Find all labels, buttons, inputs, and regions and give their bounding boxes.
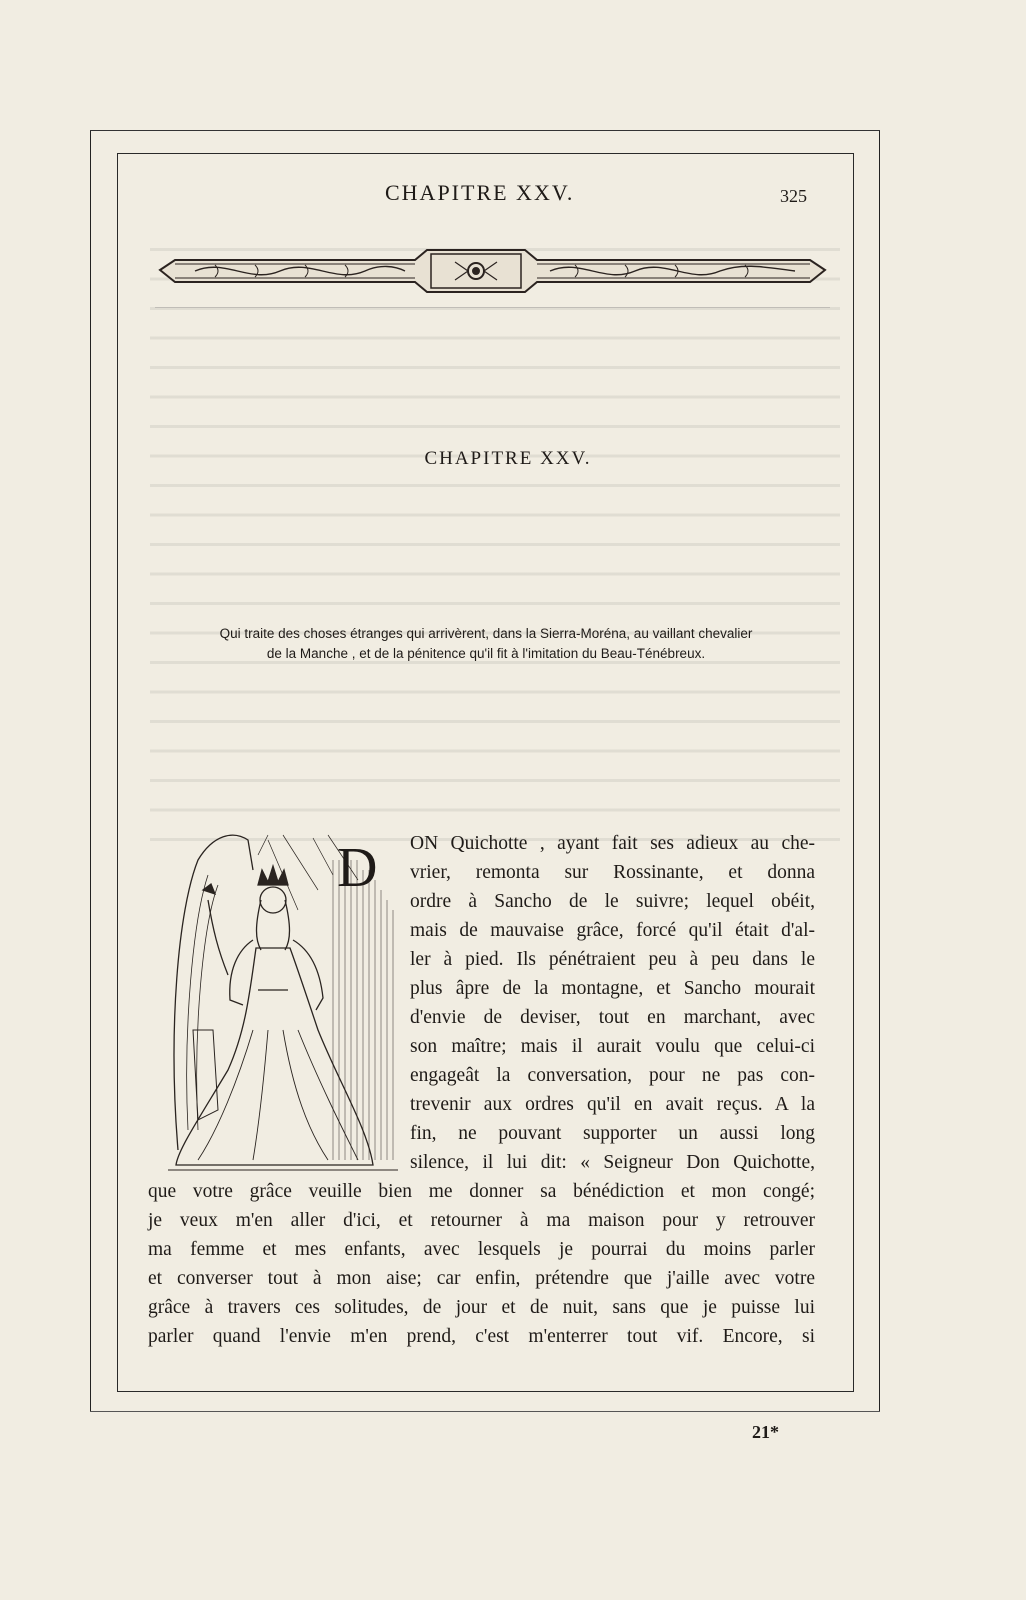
body-line: ler à pied. Ils pénétraient peu à peu dans le [410,949,815,970]
ornamental-header-band [155,248,830,308]
body-line: plus âpre de la montagne, et Sancho mourait [410,978,815,999]
drop-cap: D [337,837,378,899]
body-line: engageât la conversation, pour ne pas con- [410,1065,815,1086]
body-line: silence, il lui dit: « Seigneur Don Quichotte, [410,1152,815,1173]
chapter-summary [150,624,822,664]
inner-page-frame [117,153,854,1392]
body-line: ma femme et mes enfants, avec lesquels je pourrai du moins parler [148,1239,815,1260]
signature-mark: 21* [752,1422,779,1442]
summary-line: de la Manche , et de la pénitence qu'il fit à l'imitation du Beau-Ténébreux. [266,646,706,661]
summary-line: Qui traite des choses étranges qui arrivèrent, dans la Sierra-Moréna, au vaillant chevalier [219,626,753,641]
body-line: que votre grâce veuille bien me donner sa bénédiction et mon congé; [148,1181,815,1202]
body-line: trevenir aux ordres qu'il en avait reçus. A la [410,1094,815,1115]
body-line: je veux m'en aller d'ici, et retourner à ma maison pour y retrouver [148,1210,815,1231]
page-number: 325 [780,186,807,206]
running-head: CHAPITRE XXV. [385,180,575,205]
body-line: vrier, remonta sur Rossinante, et donna [410,862,815,883]
body-line: d'envie de deviser, tout en marchant, avec [410,1007,815,1028]
body-line: et converser tout à mon aise; car enfin, prétendre que j'aille avec votre [148,1268,815,1289]
body-line: parler quand l'envie m'en prend, c'est m'enterrer tout vif. Encore, si [148,1326,815,1347]
body-line: ordre à Sancho de le suivre; lequel obéit, [410,891,815,912]
chapter-title: CHAPITRE XXV. [424,448,592,469]
body-line: ON Quichotte , ayant fait ses adieux au che- [410,833,815,854]
body-line: grâce à travers ces solitudes, de jour et de nuit, sans que je puisse lui [148,1297,815,1318]
body-line: mais de mauvaise grâce, forcé qu'il était d'al- [410,920,815,941]
body-line: fin, ne pouvant supporter un aussi long [410,1123,815,1144]
body-line: son maître; mais il aurait voulu que celui-ci [410,1036,815,1057]
